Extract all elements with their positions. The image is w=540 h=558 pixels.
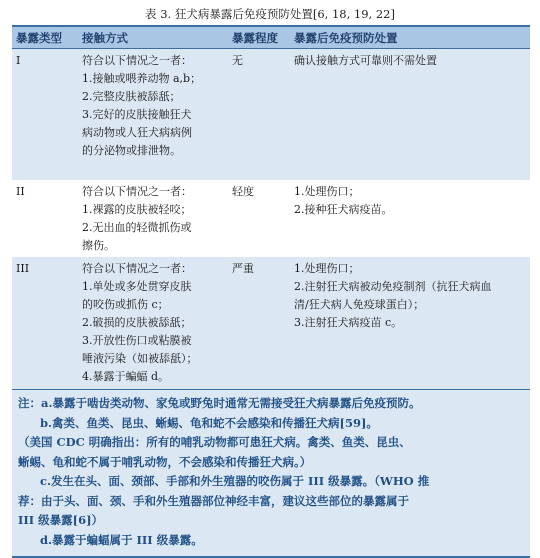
exposure-degree-cell: 轻度 — [232, 185, 254, 198]
exposure-type-cell: III — [16, 262, 30, 275]
table-row — [12, 180, 530, 257]
note-d: d.暴露于蝙蝠属于 III 级暴露。 — [40, 532, 203, 547]
note-b: b.禽类、鱼类、昆虫、蜥蜴、龟和蛇不会感染和传播狂犬病[59]。 — [40, 415, 378, 430]
table-row — [12, 257, 530, 389]
rabies-table — [12, 25, 530, 558]
contact-method-cell: 符合以下情况之一者： 1.接触或喂养动物 a,b； 2.完整皮肤被舔舐； 3.完好的皮肤接触狂犬 病动物或人狂犬病病例 的分泌物或排泄物。 — [82, 54, 202, 157]
treatment-cell: 1.处理伤口； 2.接种狂犬病疫苗。 — [294, 185, 393, 216]
treatment-cell: 1.处理伤口； 2.注射狂犬病被动免疫制剂（抗狂犬病血 清/狂犬病人免疫球蛋白）； 3.注射狂犬病疫苗 c。 — [294, 262, 492, 329]
header-exposure-degree: 暴露程度 — [232, 30, 278, 45]
table-notes — [12, 389, 530, 558]
table-caption: 表 3. 狂犬病暴露后免疫预防处置[6, 18, 19, 22] — [145, 7, 395, 21]
contact-method-cell: 符合以下情况之一者： 1.单处或多处贯穿皮肤 的咬伤或抓伤 c； 2.破损的皮肤被舔舐； 3.开放性伤口或粘膜被 唾液污染（如被舔舐）； 4.暴露于蝙蝠 d。 — [82, 262, 198, 383]
header-contact-method: 接触方式 — [82, 30, 128, 45]
note-c-cont-2: III 级暴露[6]） — [18, 513, 104, 527]
exposure-type-cell: II — [16, 185, 25, 198]
note-a: 注：a.暴露于啮齿类动物、家兔或野兔时通常无需接受狂犬病暴露后免疫预防。 — [18, 396, 421, 410]
table-row — [12, 49, 530, 180]
table-header — [12, 27, 530, 49]
note-c: c.发生在头、面、颈部、手部和外生殖器的咬伤属于 III 级暴露。（WHO 推 — [40, 474, 430, 488]
header-exposure-type: 暴露类型 — [16, 30, 62, 45]
header-treatment: 暴露后免疫预防处置 — [294, 30, 398, 45]
exposure-type-cell: I — [16, 54, 21, 67]
exposure-degree-cell: 无 — [232, 54, 243, 67]
note-b-detail-cont: 蜥蜴、龟和蛇不属于哺乳动物，不会感染和传播狂犬病。） — [18, 454, 312, 469]
note-b-detail: （美国 CDC 明确指出：所有的哺乳动物都可患狂犬病。禽类、鱼类、昆虫、 — [18, 435, 411, 449]
treatment-cell: 确认接触方式可靠则不需处置 — [294, 54, 437, 67]
contact-method-cell: 符合以下情况之一者： 1.裸露的皮肤被轻咬； 2.无出血的轻微抓伤或 擦伤。 — [82, 185, 192, 252]
note-c-cont: 荐：由于头、面、颈、手和外生殖器部位神经丰富，建议这些部位的暴露属于 — [18, 493, 409, 508]
exposure-degree-cell: 严重 — [232, 262, 254, 275]
